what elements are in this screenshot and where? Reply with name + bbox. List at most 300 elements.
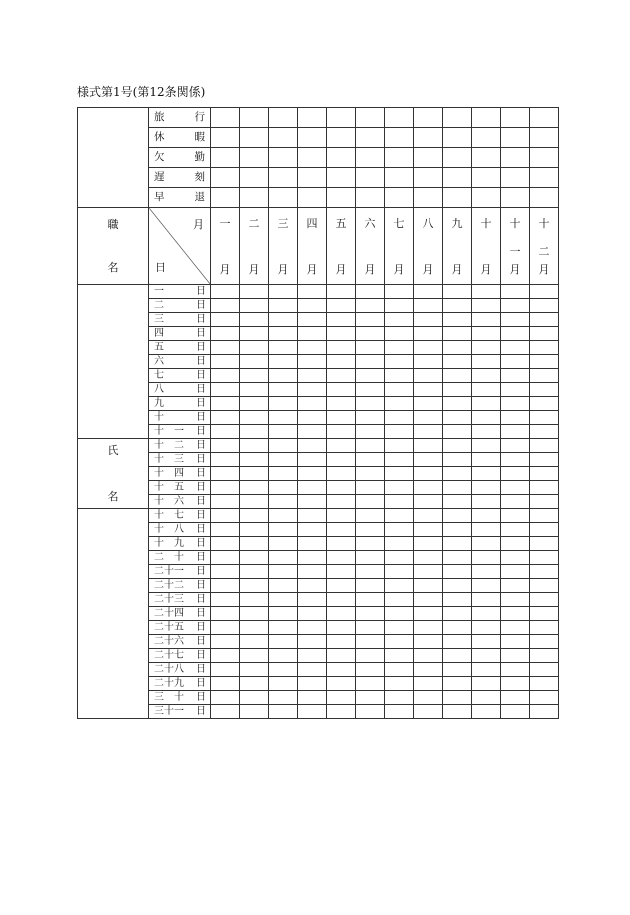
day-18-month-4-cell[interactable] (298, 523, 327, 537)
day-19-month-10-cell[interactable] (472, 537, 501, 551)
day-30-month-10-cell[interactable] (472, 691, 501, 705)
day-26-month-4-cell[interactable] (298, 635, 327, 649)
day-13-month-1-cell[interactable] (211, 453, 240, 467)
day-2-month-7-cell[interactable] (385, 299, 414, 313)
day-30-month-3-cell[interactable] (269, 691, 298, 705)
day-28-month-6-cell[interactable] (356, 663, 385, 677)
day-14-month-11-cell[interactable] (501, 467, 530, 481)
day-16-month-4-cell[interactable] (298, 495, 327, 509)
leave-type-4-month-10-cell[interactable] (472, 168, 501, 188)
day-4-month-9-cell[interactable] (443, 327, 472, 341)
day-22-month-4-cell[interactable] (298, 579, 327, 593)
day-27-month-11-cell[interactable] (501, 649, 530, 663)
day-27-month-5-cell[interactable] (327, 649, 356, 663)
day-17-month-11-cell[interactable] (501, 509, 530, 523)
day-26-month-5-cell[interactable] (327, 635, 356, 649)
day-4-month-6-cell[interactable] (356, 327, 385, 341)
day-29-month-6-cell[interactable] (356, 677, 385, 691)
day-9-month-9-cell[interactable] (443, 397, 472, 411)
day-29-month-5-cell[interactable] (327, 677, 356, 691)
day-6-month-5-cell[interactable] (327, 355, 356, 369)
day-27-month-1-cell[interactable] (211, 649, 240, 663)
day-31-month-1-cell[interactable] (211, 705, 240, 719)
day-9-month-8-cell[interactable] (414, 397, 443, 411)
day-16-month-5-cell[interactable] (327, 495, 356, 509)
day-4-month-2-cell[interactable] (240, 327, 269, 341)
day-7-month-11-cell[interactable] (501, 369, 530, 383)
day-9-month-4-cell[interactable] (298, 397, 327, 411)
day-30-month-1-cell[interactable] (211, 691, 240, 705)
day-17-month-7-cell[interactable] (385, 509, 414, 523)
day-17-month-5-cell[interactable] (327, 509, 356, 523)
day-15-month-6-cell[interactable] (356, 481, 385, 495)
day-24-month-11-cell[interactable] (501, 607, 530, 621)
day-21-month-2-cell[interactable] (240, 565, 269, 579)
day-11-month-12-cell[interactable] (530, 425, 559, 439)
day-31-month-8-cell[interactable] (414, 705, 443, 719)
day-26-month-1-cell[interactable] (211, 635, 240, 649)
day-23-month-11-cell[interactable] (501, 593, 530, 607)
day-2-month-4-cell[interactable] (298, 299, 327, 313)
day-25-month-2-cell[interactable] (240, 621, 269, 635)
day-24-month-3-cell[interactable] (269, 607, 298, 621)
day-30-month-9-cell[interactable] (443, 691, 472, 705)
day-1-month-4-cell[interactable] (298, 285, 327, 299)
day-27-month-8-cell[interactable] (414, 649, 443, 663)
day-4-month-7-cell[interactable] (385, 327, 414, 341)
day-8-month-12-cell[interactable] (530, 383, 559, 397)
day-28-month-4-cell[interactable] (298, 663, 327, 677)
day-23-month-9-cell[interactable] (443, 593, 472, 607)
day-21-month-1-cell[interactable] (211, 565, 240, 579)
day-18-month-10-cell[interactable] (472, 523, 501, 537)
day-16-month-12-cell[interactable] (530, 495, 559, 509)
day-17-month-9-cell[interactable] (443, 509, 472, 523)
day-27-month-7-cell[interactable] (385, 649, 414, 663)
day-10-month-7-cell[interactable] (385, 411, 414, 425)
day-15-month-4-cell[interactable] (298, 481, 327, 495)
day-20-month-5-cell[interactable] (327, 551, 356, 565)
day-13-month-9-cell[interactable] (443, 453, 472, 467)
day-1-month-8-cell[interactable] (414, 285, 443, 299)
day-21-month-8-cell[interactable] (414, 565, 443, 579)
day-14-month-12-cell[interactable] (530, 467, 559, 481)
day-6-month-8-cell[interactable] (414, 355, 443, 369)
day-16-month-11-cell[interactable] (501, 495, 530, 509)
day-14-month-4-cell[interactable] (298, 467, 327, 481)
day-6-month-6-cell[interactable] (356, 355, 385, 369)
day-10-month-12-cell[interactable] (530, 411, 559, 425)
day-28-month-2-cell[interactable] (240, 663, 269, 677)
day-10-month-11-cell[interactable] (501, 411, 530, 425)
day-18-month-12-cell[interactable] (530, 523, 559, 537)
day-3-month-2-cell[interactable] (240, 313, 269, 327)
day-25-month-7-cell[interactable] (385, 621, 414, 635)
day-23-month-7-cell[interactable] (385, 593, 414, 607)
day-27-month-3-cell[interactable] (269, 649, 298, 663)
day-4-month-5-cell[interactable] (327, 327, 356, 341)
day-11-month-7-cell[interactable] (385, 425, 414, 439)
day-3-month-7-cell[interactable] (385, 313, 414, 327)
day-15-month-8-cell[interactable] (414, 481, 443, 495)
day-19-month-11-cell[interactable] (501, 537, 530, 551)
day-27-month-10-cell[interactable] (472, 649, 501, 663)
day-5-month-10-cell[interactable] (472, 341, 501, 355)
day-22-month-5-cell[interactable] (327, 579, 356, 593)
day-22-month-12-cell[interactable] (530, 579, 559, 593)
day-25-month-4-cell[interactable] (298, 621, 327, 635)
day-7-month-12-cell[interactable] (530, 369, 559, 383)
leave-type-2-month-2-cell[interactable] (240, 128, 269, 148)
day-16-month-9-cell[interactable] (443, 495, 472, 509)
day-19-month-5-cell[interactable] (327, 537, 356, 551)
day-29-month-3-cell[interactable] (269, 677, 298, 691)
leave-type-1-month-11-cell[interactable] (501, 108, 530, 128)
day-5-month-6-cell[interactable] (356, 341, 385, 355)
leave-type-5-month-5-cell[interactable] (327, 188, 356, 208)
day-31-month-12-cell[interactable] (530, 705, 559, 719)
day-16-month-7-cell[interactable] (385, 495, 414, 509)
day-18-month-7-cell[interactable] (385, 523, 414, 537)
day-10-month-6-cell[interactable] (356, 411, 385, 425)
day-5-month-1-cell[interactable] (211, 341, 240, 355)
day-5-month-12-cell[interactable] (530, 341, 559, 355)
day-9-month-11-cell[interactable] (501, 397, 530, 411)
day-3-month-3-cell[interactable] (269, 313, 298, 327)
day-28-month-9-cell[interactable] (443, 663, 472, 677)
day-5-month-9-cell[interactable] (443, 341, 472, 355)
leave-type-5-month-6-cell[interactable] (356, 188, 385, 208)
day-18-month-9-cell[interactable] (443, 523, 472, 537)
leave-type-2-month-8-cell[interactable] (414, 128, 443, 148)
day-30-month-4-cell[interactable] (298, 691, 327, 705)
day-21-month-7-cell[interactable] (385, 565, 414, 579)
day-2-month-6-cell[interactable] (356, 299, 385, 313)
leave-type-2-month-6-cell[interactable] (356, 128, 385, 148)
day-30-month-6-cell[interactable] (356, 691, 385, 705)
day-3-month-1-cell[interactable] (211, 313, 240, 327)
day-11-month-1-cell[interactable] (211, 425, 240, 439)
day-7-month-3-cell[interactable] (269, 369, 298, 383)
day-11-month-3-cell[interactable] (269, 425, 298, 439)
leave-type-3-month-5-cell[interactable] (327, 148, 356, 168)
day-7-month-8-cell[interactable] (414, 369, 443, 383)
day-15-month-11-cell[interactable] (501, 481, 530, 495)
day-15-month-2-cell[interactable] (240, 481, 269, 495)
day-5-month-5-cell[interactable] (327, 341, 356, 355)
day-6-month-9-cell[interactable] (443, 355, 472, 369)
day-17-month-8-cell[interactable] (414, 509, 443, 523)
leave-type-1-month-1-cell[interactable] (211, 108, 240, 128)
day-28-month-8-cell[interactable] (414, 663, 443, 677)
leave-type-1-month-3-cell[interactable] (269, 108, 298, 128)
day-1-month-1-cell[interactable] (211, 285, 240, 299)
day-2-month-12-cell[interactable] (530, 299, 559, 313)
day-12-month-7-cell[interactable] (385, 439, 414, 453)
day-12-month-9-cell[interactable] (443, 439, 472, 453)
day-1-month-11-cell[interactable] (501, 285, 530, 299)
day-29-month-9-cell[interactable] (443, 677, 472, 691)
day-28-month-10-cell[interactable] (472, 663, 501, 677)
day-5-month-8-cell[interactable] (414, 341, 443, 355)
day-7-month-9-cell[interactable] (443, 369, 472, 383)
leave-type-3-month-3-cell[interactable] (269, 148, 298, 168)
day-6-month-7-cell[interactable] (385, 355, 414, 369)
day-2-month-8-cell[interactable] (414, 299, 443, 313)
day-29-month-1-cell[interactable] (211, 677, 240, 691)
day-5-month-11-cell[interactable] (501, 341, 530, 355)
day-6-month-12-cell[interactable] (530, 355, 559, 369)
day-13-month-7-cell[interactable] (385, 453, 414, 467)
day-21-month-4-cell[interactable] (298, 565, 327, 579)
day-2-month-2-cell[interactable] (240, 299, 269, 313)
leave-type-3-month-2-cell[interactable] (240, 148, 269, 168)
day-19-month-4-cell[interactable] (298, 537, 327, 551)
day-26-month-2-cell[interactable] (240, 635, 269, 649)
leave-type-2-month-9-cell[interactable] (443, 128, 472, 148)
day-12-month-6-cell[interactable] (356, 439, 385, 453)
day-19-month-1-cell[interactable] (211, 537, 240, 551)
day-14-month-5-cell[interactable] (327, 467, 356, 481)
day-12-month-12-cell[interactable] (530, 439, 559, 453)
day-10-month-4-cell[interactable] (298, 411, 327, 425)
leave-type-1-month-5-cell[interactable] (327, 108, 356, 128)
leave-type-5-month-4-cell[interactable] (298, 188, 327, 208)
day-3-month-9-cell[interactable] (443, 313, 472, 327)
leave-type-5-month-3-cell[interactable] (269, 188, 298, 208)
day-3-month-10-cell[interactable] (472, 313, 501, 327)
day-23-month-2-cell[interactable] (240, 593, 269, 607)
day-23-month-6-cell[interactable] (356, 593, 385, 607)
day-16-month-6-cell[interactable] (356, 495, 385, 509)
day-15-month-12-cell[interactable] (530, 481, 559, 495)
leave-type-4-month-7-cell[interactable] (385, 168, 414, 188)
day-9-month-7-cell[interactable] (385, 397, 414, 411)
day-7-month-4-cell[interactable] (298, 369, 327, 383)
day-27-month-9-cell[interactable] (443, 649, 472, 663)
day-6-month-10-cell[interactable] (472, 355, 501, 369)
day-8-month-4-cell[interactable] (298, 383, 327, 397)
day-24-month-6-cell[interactable] (356, 607, 385, 621)
day-11-month-10-cell[interactable] (472, 425, 501, 439)
day-8-month-10-cell[interactable] (472, 383, 501, 397)
day-20-month-11-cell[interactable] (501, 551, 530, 565)
leave-type-5-month-7-cell[interactable] (385, 188, 414, 208)
day-23-month-3-cell[interactable] (269, 593, 298, 607)
day-18-month-11-cell[interactable] (501, 523, 530, 537)
leave-type-4-month-4-cell[interactable] (298, 168, 327, 188)
day-8-month-11-cell[interactable] (501, 383, 530, 397)
day-12-month-11-cell[interactable] (501, 439, 530, 453)
day-11-month-11-cell[interactable] (501, 425, 530, 439)
day-9-month-12-cell[interactable] (530, 397, 559, 411)
leave-type-5-month-12-cell[interactable] (530, 188, 559, 208)
day-31-month-3-cell[interactable] (269, 705, 298, 719)
day-25-month-3-cell[interactable] (269, 621, 298, 635)
leave-type-4-month-11-cell[interactable] (501, 168, 530, 188)
day-12-month-1-cell[interactable] (211, 439, 240, 453)
day-13-month-11-cell[interactable] (501, 453, 530, 467)
day-17-month-12-cell[interactable] (530, 509, 559, 523)
day-29-month-10-cell[interactable] (472, 677, 501, 691)
day-23-month-1-cell[interactable] (211, 593, 240, 607)
day-9-month-2-cell[interactable] (240, 397, 269, 411)
day-31-month-5-cell[interactable] (327, 705, 356, 719)
day-10-month-8-cell[interactable] (414, 411, 443, 425)
day-30-month-11-cell[interactable] (501, 691, 530, 705)
day-21-month-5-cell[interactable] (327, 565, 356, 579)
day-6-month-1-cell[interactable] (211, 355, 240, 369)
day-22-month-10-cell[interactable] (472, 579, 501, 593)
day-23-month-12-cell[interactable] (530, 593, 559, 607)
day-21-month-6-cell[interactable] (356, 565, 385, 579)
day-9-month-3-cell[interactable] (269, 397, 298, 411)
day-3-month-8-cell[interactable] (414, 313, 443, 327)
day-5-month-4-cell[interactable] (298, 341, 327, 355)
day-19-month-9-cell[interactable] (443, 537, 472, 551)
leave-type-3-month-8-cell[interactable] (414, 148, 443, 168)
day-8-month-9-cell[interactable] (443, 383, 472, 397)
day-4-month-12-cell[interactable] (530, 327, 559, 341)
day-22-month-3-cell[interactable] (269, 579, 298, 593)
day-16-month-8-cell[interactable] (414, 495, 443, 509)
day-22-month-2-cell[interactable] (240, 579, 269, 593)
leave-type-2-month-11-cell[interactable] (501, 128, 530, 148)
day-10-month-9-cell[interactable] (443, 411, 472, 425)
day-27-month-12-cell[interactable] (530, 649, 559, 663)
day-4-month-11-cell[interactable] (501, 327, 530, 341)
day-1-month-9-cell[interactable] (443, 285, 472, 299)
day-15-month-3-cell[interactable] (269, 481, 298, 495)
day-19-month-3-cell[interactable] (269, 537, 298, 551)
day-11-month-2-cell[interactable] (240, 425, 269, 439)
day-31-month-7-cell[interactable] (385, 705, 414, 719)
day-22-month-9-cell[interactable] (443, 579, 472, 593)
day-8-month-8-cell[interactable] (414, 383, 443, 397)
day-24-month-7-cell[interactable] (385, 607, 414, 621)
day-10-month-3-cell[interactable] (269, 411, 298, 425)
day-23-month-10-cell[interactable] (472, 593, 501, 607)
leave-type-1-month-6-cell[interactable] (356, 108, 385, 128)
day-6-month-11-cell[interactable] (501, 355, 530, 369)
day-20-month-7-cell[interactable] (385, 551, 414, 565)
day-12-month-5-cell[interactable] (327, 439, 356, 453)
leave-type-5-month-1-cell[interactable] (211, 188, 240, 208)
day-14-month-2-cell[interactable] (240, 467, 269, 481)
day-1-month-2-cell[interactable] (240, 285, 269, 299)
day-12-month-8-cell[interactable] (414, 439, 443, 453)
day-26-month-6-cell[interactable] (356, 635, 385, 649)
day-18-month-6-cell[interactable] (356, 523, 385, 537)
leave-type-1-month-7-cell[interactable] (385, 108, 414, 128)
day-20-month-8-cell[interactable] (414, 551, 443, 565)
name-entry-cell[interactable] (78, 509, 149, 719)
day-3-month-12-cell[interactable] (530, 313, 559, 327)
day-5-month-2-cell[interactable] (240, 341, 269, 355)
day-13-month-4-cell[interactable] (298, 453, 327, 467)
day-30-month-2-cell[interactable] (240, 691, 269, 705)
day-7-month-7-cell[interactable] (385, 369, 414, 383)
day-21-month-12-cell[interactable] (530, 565, 559, 579)
day-30-month-12-cell[interactable] (530, 691, 559, 705)
day-14-month-10-cell[interactable] (472, 467, 501, 481)
day-22-month-6-cell[interactable] (356, 579, 385, 593)
day-26-month-7-cell[interactable] (385, 635, 414, 649)
leave-type-4-month-3-cell[interactable] (269, 168, 298, 188)
day-25-month-6-cell[interactable] (356, 621, 385, 635)
day-11-month-8-cell[interactable] (414, 425, 443, 439)
day-1-month-3-cell[interactable] (269, 285, 298, 299)
leave-type-1-month-2-cell[interactable] (240, 108, 269, 128)
leave-type-3-month-10-cell[interactable] (472, 148, 501, 168)
day-4-month-1-cell[interactable] (211, 327, 240, 341)
day-15-month-9-cell[interactable] (443, 481, 472, 495)
day-7-month-10-cell[interactable] (472, 369, 501, 383)
leave-type-4-month-8-cell[interactable] (414, 168, 443, 188)
day-25-month-5-cell[interactable] (327, 621, 356, 635)
day-20-month-1-cell[interactable] (211, 551, 240, 565)
day-15-month-10-cell[interactable] (472, 481, 501, 495)
day-31-month-10-cell[interactable] (472, 705, 501, 719)
day-24-month-1-cell[interactable] (211, 607, 240, 621)
leave-type-2-month-10-cell[interactable] (472, 128, 501, 148)
day-17-month-6-cell[interactable] (356, 509, 385, 523)
day-24-month-9-cell[interactable] (443, 607, 472, 621)
day-23-month-4-cell[interactable] (298, 593, 327, 607)
leave-type-4-month-2-cell[interactable] (240, 168, 269, 188)
day-15-month-5-cell[interactable] (327, 481, 356, 495)
day-22-month-7-cell[interactable] (385, 579, 414, 593)
day-3-month-4-cell[interactable] (298, 313, 327, 327)
day-3-month-6-cell[interactable] (356, 313, 385, 327)
day-12-month-10-cell[interactable] (472, 439, 501, 453)
day-13-month-3-cell[interactable] (269, 453, 298, 467)
day-11-month-9-cell[interactable] (443, 425, 472, 439)
day-7-month-5-cell[interactable] (327, 369, 356, 383)
leave-type-4-month-12-cell[interactable] (530, 168, 559, 188)
day-29-month-11-cell[interactable] (501, 677, 530, 691)
leave-type-3-month-6-cell[interactable] (356, 148, 385, 168)
leave-type-2-month-1-cell[interactable] (211, 128, 240, 148)
day-13-month-5-cell[interactable] (327, 453, 356, 467)
day-8-month-7-cell[interactable] (385, 383, 414, 397)
day-28-month-5-cell[interactable] (327, 663, 356, 677)
leave-type-3-month-4-cell[interactable] (298, 148, 327, 168)
day-2-month-3-cell[interactable] (269, 299, 298, 313)
leave-type-2-month-4-cell[interactable] (298, 128, 327, 148)
day-10-month-5-cell[interactable] (327, 411, 356, 425)
day-26-month-12-cell[interactable] (530, 635, 559, 649)
day-2-month-1-cell[interactable] (211, 299, 240, 313)
day-2-month-10-cell[interactable] (472, 299, 501, 313)
day-5-month-7-cell[interactable] (385, 341, 414, 355)
day-30-month-5-cell[interactable] (327, 691, 356, 705)
day-14-month-3-cell[interactable] (269, 467, 298, 481)
day-22-month-11-cell[interactable] (501, 579, 530, 593)
day-19-month-6-cell[interactable] (356, 537, 385, 551)
day-26-month-11-cell[interactable] (501, 635, 530, 649)
day-19-month-7-cell[interactable] (385, 537, 414, 551)
day-24-month-12-cell[interactable] (530, 607, 559, 621)
day-27-month-6-cell[interactable] (356, 649, 385, 663)
day-29-month-2-cell[interactable] (240, 677, 269, 691)
day-22-month-1-cell[interactable] (211, 579, 240, 593)
leave-type-3-month-11-cell[interactable] (501, 148, 530, 168)
day-8-month-3-cell[interactable] (269, 383, 298, 397)
day-19-month-2-cell[interactable] (240, 537, 269, 551)
day-21-month-3-cell[interactable] (269, 565, 298, 579)
day-12-month-2-cell[interactable] (240, 439, 269, 453)
